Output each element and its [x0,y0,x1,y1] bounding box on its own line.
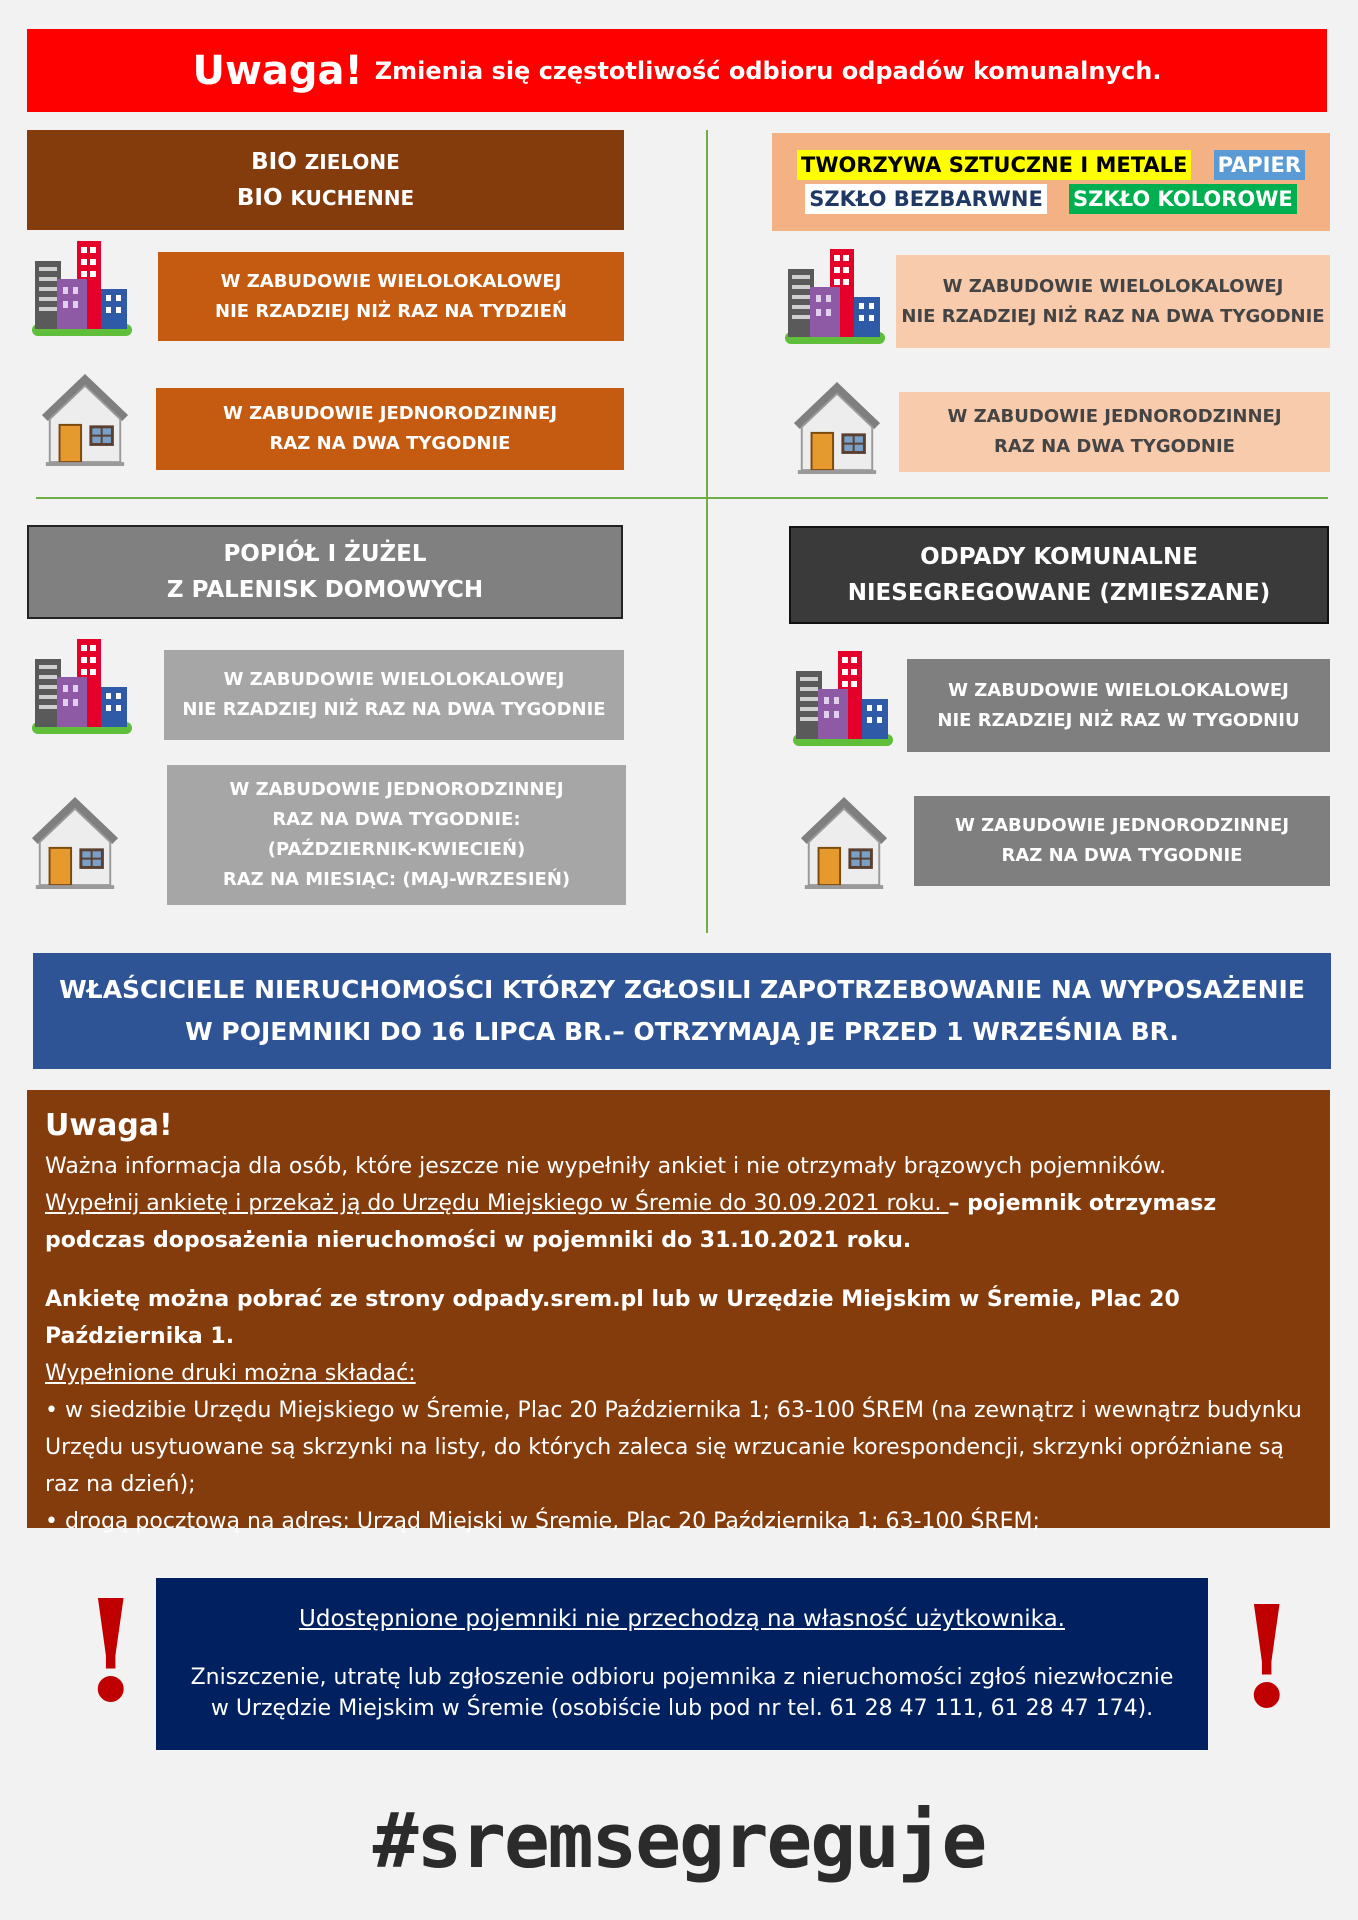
house-icon [28,793,122,891]
mixed-multi-box: W ZABUDOWIE WIELOLOKALOWEJ NIE RZADZIEJ NIŻ RAZ W TYGODNIU [907,659,1330,752]
house-icon [790,378,884,476]
exclamation-icon-left: ! [80,1570,142,1734]
tag-clear-glass: SZKŁO BEZBARWNE [805,184,1047,214]
notice-line-1: Zniszczenie, utratę lub zgłoszenie odbioru pojemnika z nieruchomości zgłoś niezwłocznie [190,1665,1174,1690]
info-title: Uwaga! [45,1108,173,1143]
owners-notice-banner: WŁAŚCICIELE NIERUCHOMOŚCI KTÓRZY ZGŁOSILI ZAPOTRZEBOWANIE NA WYPOSAŻENIE W POJEMNIKI DO 16 LIPCA BR.– OTRZYMAJĄ JE PRZED 1 WRZEŚNIA BR. [33,953,1331,1069]
apartment-buildings-icon [27,235,135,343]
house-icon [797,793,891,891]
info-paragraph-4: Wypełnione druki można składać: [45,1361,416,1386]
apartment-buildings-icon [788,645,896,753]
info-bullet-2: • drogą pocztową na adres: Urząd Miejski w Śremie, Plac 20 Października 1; 63-100 ŚREM; [45,1509,1040,1534]
exclamation-icon-right: ! [1236,1576,1298,1740]
bio-single-box: W ZABUDOWIE JEDNORODZINNEJ RAZ NA DWA TYGODNIE [156,388,624,470]
segregated-multi-box: W ZABUDOWIE WIELOLOKALOWEJ NIE RZADZIEJ NIŻ RAZ NA DWA TYGODNIE [896,255,1330,348]
mixed-single-box: W ZABUDOWIE JEDNORODZINNEJ RAZ NA DWA TYGODNIE [914,796,1330,886]
segregated-single-box: W ZABUDOWIE JEDNORODZINNEJ RAZ NA DWA TYGODNIE [899,392,1330,472]
info-paragraph-2: Wypełnij ankietę i przekaż ją do Urzędu Miejskiego w Śremie do 30.09.2021 roku. – pojemnik otrzymasz podczas doposażenia nieruchomości w pojemniki do 31.10.2021 roku. [45,1191,1217,1253]
ash-multi-box: W ZABUDOWIE WIELOLOKALOWEJ NIE RZADZIEJ NIŻ RAZ NA DWA TYGODNIE [164,650,624,740]
vertical-divider [706,130,708,933]
mixed-header: ODPADY KOMUNALNE NIESEGREGOWANE (ZMIESZANE) [789,526,1329,624]
house-icon [38,370,132,468]
tag-paper: PAPIER [1214,150,1305,180]
ash-single-box: W ZABUDOWIE JEDNORODZINNEJ RAZ NA DWA TYGODNIE: (PAŹDZIERNIK-KWIECIEŃ) RAZ NA MIESIĄC: (MAJ-WRZESIEŃ) [167,765,626,905]
bio-multi-box: W ZABUDOWIE WIELOLOKALOWEJ NIE RZADZIEJ NIŻ RAZ NA TYDZIEŃ [158,252,624,341]
info-section [27,1090,1330,1534]
apartment-buildings-icon [27,633,135,741]
info-paragraph-1: Ważna informacja dla osób, które jeszcze nie wypełniły ankiet i nie otrzymały brązowych pojemników. [45,1154,1167,1179]
hashtag: #sremsegreguje [372,1795,986,1885]
apartment-buildings-icon [780,243,888,351]
tag-colored-glass: SZKŁO KOLOROWE [1069,184,1297,214]
notice-title: Udostępnione pojemniki nie przechodzą na własność użytkownika. [299,1606,1065,1632]
horizontal-divider [36,497,1328,499]
info-bullet-1: • w siedzibie Urzędu Miejskiego w Śremie, Plac 20 Października 1; 63-100 ŚREM (na zewnątrz i wewnątrz budynku Urzędu usytuowane są skrzynki na listy, do których zaleca się wrzucanie korespondencji, skrzynki opróżniane są raz na dzień); [45,1398,1302,1497]
bio-header-line-2: BIO KUCHENNE [236,185,415,211]
notice-line-2: w Urzędzie Miejskim w Śremie (osobiście lub pod nr tel. 61 28 47 111, 61 28 47 174). [210,1696,1154,1721]
bio-header [27,130,624,230]
tag-plastics-metals: TWORZYWA SZTUCZNE I METALE [797,150,1191,180]
banner-title: Uwaga! [192,47,363,94]
segregated-header [772,133,1330,231]
banner-subtitle: Zmienia się częstotliwość odbioru odpadów komunalnych. [374,56,1162,85]
ash-header: POPIÓŁ I ŻUŻEL Z PALENISK DOMOWYCH [27,525,623,619]
bio-header-line-1: BIO ZIELONE [251,149,400,175]
top-banner [27,29,1327,112]
info-paragraph-3: Ankietę można pobrać ze strony odpady.srem.pl lub w Urzędzie Miejskim w Śremie, Plac 20 Października 1. [45,1287,1180,1349]
container-ownership-notice [156,1578,1208,1750]
